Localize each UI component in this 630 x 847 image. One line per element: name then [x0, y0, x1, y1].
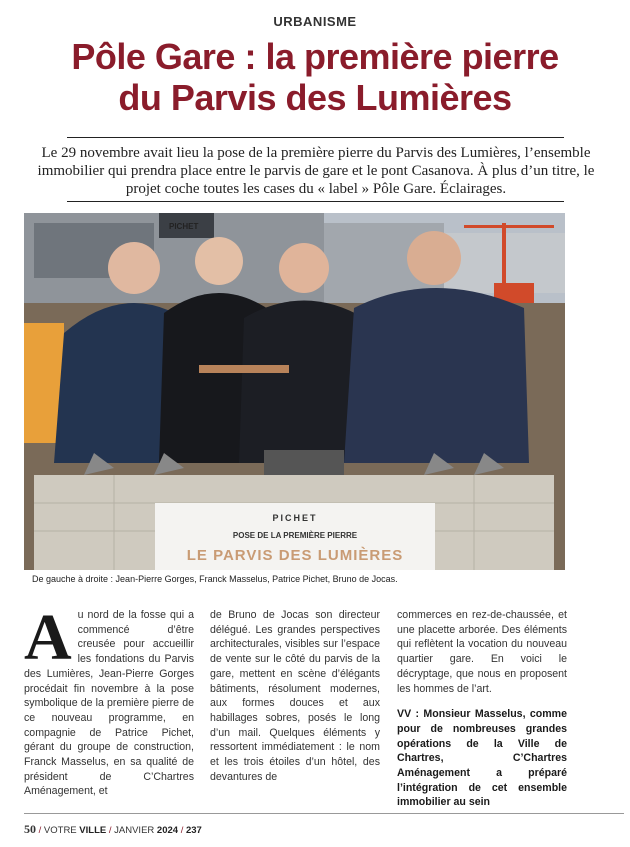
column-1-text: u nord de la fosse qui a commencé d’être creusée pour accueillir les fondations du Parvis des Lumières, Jean-Pierre Gorges procédait fin novembre à la pose symbolique de la première pierre de ce nouveau programme, en compagnie de Patrice Pichet, gérant du groupe de construction, Franck Masselus, en sa qualité de président de C’Chartres Aménagement, et — [24, 609, 194, 798]
page-footer — [24, 822, 202, 837]
footer-ville: VILLE — [79, 825, 107, 836]
article-title — [20, 36, 610, 118]
title-line-1: Pôle Gare : la première pierre — [71, 36, 559, 77]
interview-question: VV : Monsieur Masselus, comme pour de nombreuses grandes opérations de la Ville de Chartres, C’Chartres Aménagement a préparé l’intégration de cet ensemble immobilier au sein — [397, 708, 567, 809]
lead-top-rule — [67, 137, 564, 138]
footer-rule — [24, 813, 624, 814]
plaque-subtitle: POSE DE LA PREMIÈRE PIERRE — [232, 531, 358, 540]
photo-illustration — [24, 213, 565, 570]
sign-brand: PICHET — [169, 222, 199, 231]
lead-bottom-rule — [67, 201, 564, 202]
plaque-title: LE PARVIS DES LUMIÈRES — [186, 547, 404, 564]
drop-cap: A — [24, 601, 72, 674]
photo-caption: De gauche à droite : Jean-Pierre Gorges, Franck Masselus, Patrice Pichet, Bruno de Jocas. — [32, 574, 398, 584]
footer-sep-1: / — [38, 825, 42, 836]
lead-paragraph: Le 29 novembre avait lieu la pose de la première pierre du Parvis des Lumières, l’ensemble immobilier qui prendra place entre le parvis de gare et le pont Casanova. À plus d’un titre, le projet coche toutes les cases du « label » Pôle Gare. Éclairages. — [37, 145, 595, 197]
footer-issue: 237 — [185, 825, 202, 836]
footer-year: 2024 — [156, 825, 179, 836]
column-3-text: commerces en rez-de-chaussée, et une placette arborée. Des éléments qui reflètent la vocation du nouveau quartier gare. En voici le décryptage, que nous en proposent les hommes de l’art. — [397, 609, 567, 695]
footer-sep-2: / — [108, 825, 112, 836]
section-label: URBANISME — [273, 14, 357, 29]
event-photo — [24, 213, 565, 570]
plaque-brand: PICHET — [272, 513, 318, 523]
article-column-1 — [24, 601, 194, 799]
title-line-2: du Parvis des Lumières — [118, 77, 512, 118]
article-column-3 — [397, 608, 567, 810]
footer-month: JANVIER — [114, 825, 155, 836]
footer-sep-3: / — [180, 825, 184, 836]
article-column-2 — [210, 608, 380, 784]
page-number: 50 — [24, 822, 36, 836]
column-2-text: de Bruno de Jocas son directeur délégué. Les grandes perspectives architecturales, visibles sur l’espace de vente sur le côté du parvis de la gare, mettent en scène d’élégants bâtiments, résolument modernes, aux formes douces et aux habillages sobres, posés le long d’un mail. Quelques éléments y ressortent immédiatement : le nom et les trois étoiles d’un hôtel, des devantures de — [210, 609, 380, 783]
footer-votre: VOTRE — [43, 825, 77, 836]
